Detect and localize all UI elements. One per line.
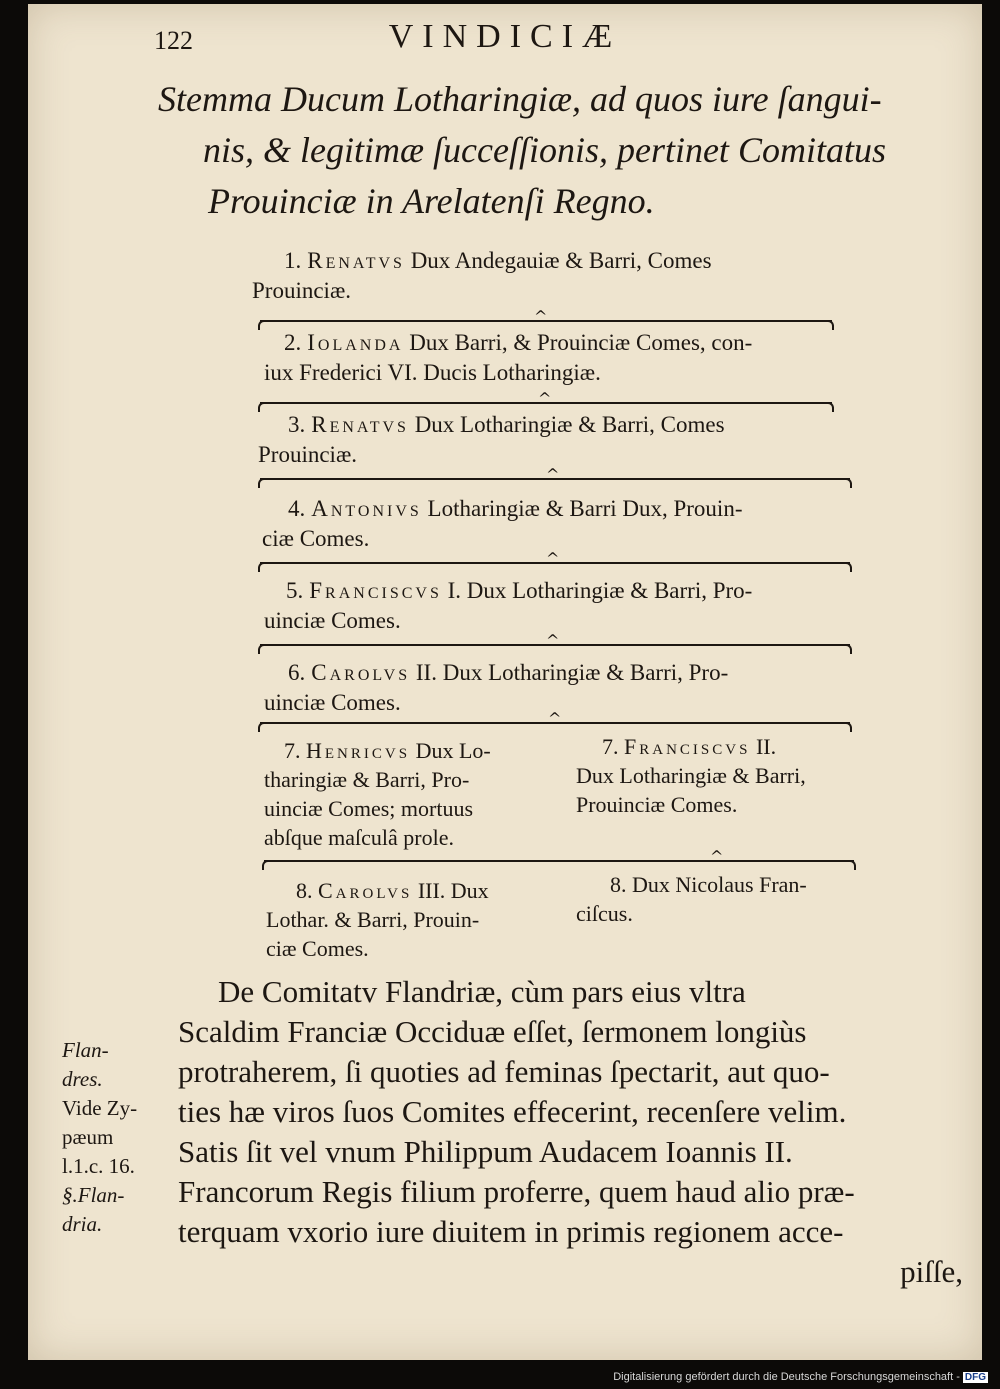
entry-name: Henricvs (306, 738, 411, 763)
digitization-footer (613, 1371, 988, 1383)
entry-text-continued: uinciæ Comes. (264, 690, 401, 715)
entry-text-continued: Prouinciæ. (252, 278, 352, 303)
genealogy-entry-7b: 7. Franciscvs II. Dux Lotharingiæ & Barri, Prouinciæ Comes. (576, 734, 806, 817)
lineage-bracket (260, 722, 850, 732)
entry-number: 8. (296, 878, 313, 903)
entry-text-continued: Prouinciæ. (258, 442, 358, 467)
entry-text-continued: ciæ Comes. (262, 526, 370, 551)
entry-name: Renatvs (307, 248, 405, 273)
running-header: VINDICIÆ (388, 18, 622, 55)
lineage-bracket (260, 644, 850, 654)
entry-name: Antonivs (311, 496, 422, 521)
entry-text-continued: uinciæ Comes. (264, 608, 401, 633)
stemma-title (158, 74, 958, 227)
entry-text: Lotharingiæ & Barri Dux, Prouin- (427, 496, 743, 521)
entry-number: 7. (284, 738, 301, 763)
page-number: 122 (154, 26, 193, 55)
paragraph-line: De Comitatv Flandriæ, cùm pars eius vltra (218, 974, 746, 1009)
footer-text: Digitalisierung gefördert durch die Deutsche Forschungsgemeinschaft - (613, 1371, 960, 1383)
entry-name: Franciscvs (309, 578, 442, 603)
genealogy-entry-8b: 8. Dux Nicolaus Fran- ciſcus. (576, 872, 807, 926)
genealogy-entry-5 (264, 576, 864, 636)
lineage-bracket (264, 860, 854, 870)
entry-number: 7. (602, 734, 619, 759)
genealogy-entry-6 (264, 658, 864, 718)
dfg-logo: DFG (964, 1372, 986, 1383)
entry-number: 1. (284, 248, 302, 273)
book-page (28, 4, 982, 1360)
entry-number: 4. (288, 496, 306, 521)
entry-name: Renatvs (311, 412, 409, 437)
paragraph-line: piſſe, (900, 1254, 963, 1289)
title-line-1: Stemma Ducum Lotharingiæ, ad quos iure ſangui- (158, 79, 882, 119)
entry-text: I. Dux Lotharingiæ & Barri, Pro- (447, 578, 753, 603)
entry-text-continued: iux Frederici VI. Ducis Lotharingiæ. (264, 360, 601, 385)
entry-number: 5. (286, 578, 304, 603)
genealogy-entry-2 (264, 328, 864, 388)
genealogy-entry-7a: 7. Henricvs Dux Lo- tharingiæ & Barri, Pro- uinciæ Comes; mortuus abſque maſculâ prole. (264, 738, 491, 850)
lineage-bracket (260, 478, 850, 488)
title-line-2: nis, & legitimæ ſucceſſionis, pertinet Comitatus (203, 130, 886, 170)
genealogy-entry-4 (262, 494, 862, 554)
entry-name: Carolvs (311, 660, 411, 685)
entry-number: 2. (284, 330, 302, 355)
lineage-bracket (260, 562, 850, 572)
entry-name: Franciscvs (624, 734, 751, 759)
paragraph-line: Satis ſit vel vnum Philippum Audacem Ioannis II. (178, 1134, 793, 1169)
paragraph-line: Francorum Regis filium proferre, quem haud alio præ- (178, 1174, 855, 1209)
genealogy-entry-8a: 8. Carolvs III. Dux Lothar. & Barri, Prouin- ciæ Comes. (266, 878, 489, 961)
body-paragraph (178, 972, 963, 1292)
entry-name: Iolanda (307, 330, 404, 355)
entry-text: Dux Barri, & Prouinciæ Comes, con- (409, 330, 753, 355)
entry-name: Carolvs (318, 878, 413, 903)
entry-number: 6. (288, 660, 306, 685)
paragraph-line: terquam vxorio iure diuitem in primis regionem acce- (178, 1214, 844, 1249)
entry-text: Dux Andegauiæ & Barri, Comes (410, 248, 712, 273)
paragraph-line: protraherem, ſi quoties ad feminas ſpectarit, aut quo- (178, 1054, 830, 1089)
paragraph-line: ties hæ viros ſuos Comites effecerint, recenſere velim. (178, 1094, 847, 1129)
genealogy-entry-3 (258, 410, 858, 470)
marginal-note: Flan- dres. Vide Zy- pæum l.1.c. 16. §.Flan- dria. (62, 1038, 138, 1236)
entry-number: 8. (610, 872, 627, 897)
entry-text: Dux Lotharingiæ & Barri, Comes (414, 412, 725, 437)
title-line-3: Prouinciæ in Arelatenſi Regno. (208, 181, 655, 221)
genealogy-entry-1 (252, 246, 852, 306)
entry-number: 3. (288, 412, 306, 437)
entry-text: II. Dux Lotharingiæ & Barri, Pro- (415, 660, 729, 685)
paragraph-line: Scaldim Franciæ Occiduæ eſſet, ſermonem longiùs (178, 1014, 807, 1049)
